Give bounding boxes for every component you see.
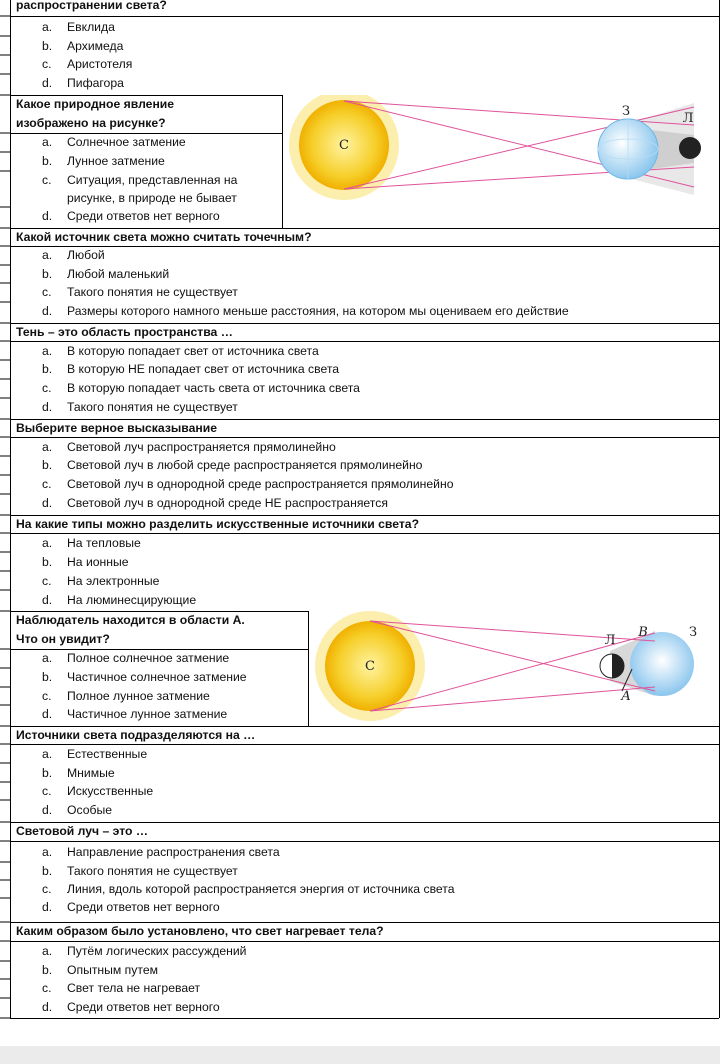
question-text: Источники света подразделяются на …	[16, 728, 256, 742]
question-block: Выберите верное высказывание a. Световой луч распространяется прямолинейно b. Световой луч в любой среде распространяется прямолинейно c. Световой луч в однородной среде распространяется прямолинейно d. Световой луч в однородной среде НЕ распространяется	[10, 419, 719, 515]
question-text-line2: Что он увидит?	[16, 632, 110, 646]
lunar-eclipse-figure	[310, 611, 718, 726]
region-b-label: В	[638, 625, 648, 640]
question-block: Какое природное явление изображено на рисунке? a. Солнечное затмение b. Лунное затмение c. Ситуация, представленная на рисунке, в природе не бывает d. Среди ответов нет верного С З Л	[10, 95, 719, 228]
question-block: Источники света подразделяются на … a. Естественные b. Мнимые c. Искусственные d. Особые	[10, 726, 719, 822]
solar-eclipse-figure	[284, 95, 718, 228]
question-block: Какой источник света можно считать точечным? a. Любой b. Любой маленький c. Такого понятия не существует d. Размеры которого намного меньше расстояния, на котором мы оцениваем его действие	[10, 228, 719, 323]
question-block: На какие типы можно разделить искусственные источники света? a. На тепловые b. На ионные c. На электронные d. На люминесцирующие	[10, 515, 719, 611]
question-text-line2: изображено на рисунке?	[16, 116, 166, 130]
question-text: Световой луч – это …	[16, 824, 149, 838]
sun-label: С	[365, 659, 375, 674]
question-text: распространении света?	[16, 0, 167, 12]
question-text: Выберите верное высказывание	[16, 421, 218, 435]
region-a-label: А	[621, 689, 631, 704]
earth	[630, 632, 694, 696]
bottom-strip	[0, 1046, 720, 1064]
question-text: На какие типы можно разделить искусственные источники света?	[16, 517, 420, 531]
earth-label: З	[621, 104, 631, 119]
question-block: Каким образом было установлено, что свет нагревает тела? a. Путём логических рассуждений b. Опытным путем c. Свет тела не нагревает d. Среди ответов нет верного	[10, 922, 719, 1020]
moon-label: Л	[604, 633, 616, 648]
moon-label: Л	[682, 111, 694, 126]
question-text: Какой источник света можно считать точечным?	[16, 230, 312, 244]
margin-ticks	[0, 0, 12, 1030]
moon	[679, 137, 701, 159]
question-block: Световой луч – это … a. Направление распространения света b. Такого понятия не существует c. Линия, вдоль которой распространяется энергия от источника света d. Среди ответов нет верного	[10, 822, 719, 922]
earth-label: З	[688, 625, 698, 640]
question-text: Каким образом было установлено, что свет нагревает тела?	[16, 924, 384, 938]
question-block: Тень – это область пространства … a. В которую попадает свет от источника света b. В которую НЕ попадает свет от источника света c. В которую попадает часть света от источника света d. Такого понятия не существует	[10, 323, 719, 419]
question-text: Тень – это область пространства …	[16, 325, 233, 339]
sun-label: С	[339, 138, 349, 153]
question-text-line1: Наблюдатель находится в области А.	[16, 613, 245, 627]
question-block: Наблюдатель находится в области А. Что он увидит? a. Полное солнечное затмение b. Частичное солнечное затмение c. Полное лунное затмение d. Частичное лунное затмение С Л В З А	[10, 611, 719, 726]
question-text-line1: Какое природное явление	[16, 97, 175, 111]
question-block: распространении света? a. Евклида b. Архимеда c. Аристотеля d. Пифагора	[10, 0, 719, 95]
